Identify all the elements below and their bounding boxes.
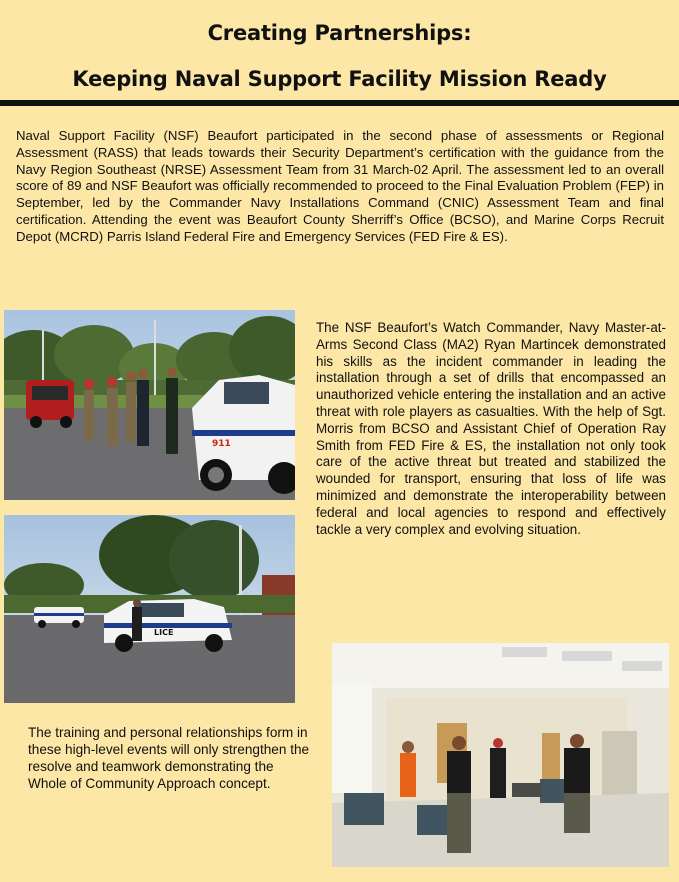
car-unit-number: 911 [212, 439, 231, 449]
headline-line-1: Creating Partnerships: [207, 21, 472, 45]
photo-parking-lot-drill [4, 310, 295, 500]
headline [0, 10, 679, 102]
car-door-text: LICE [154, 628, 174, 637]
closing-paragraph: The training and personal relationships form in these high-level events will only strengthen the resolve and teamwork demonstrating the Whole of Community Approach concept. [28, 725, 310, 791]
headline-line-2: Keeping Naval Support Facility Mission Ready [72, 67, 607, 91]
headline-divider [0, 100, 679, 106]
photo-indoor-drill [332, 643, 669, 867]
intro-paragraph: Naval Support Facility (NSF) Beaufort participated in the second phase of assessments or Regional Assessment (RASS) that leads towards their Security Department’s certification with the guidance from the Navy Region Southeast (NRSE) Assessment Team from 31 March-02 April. The assessment led to an overall score of 89 and NSF Beaufort was officially recommended to proceed to the Final Evaluation Problem (FEP) in September, led by the Commander Navy Installations Command (CNIC) Assessment Team and final certification. Attending the event was Beaufort County Sherriff’s Office (BCSO), and Marine Corps Recruit Depot (MCRD) Parris Island Federal Fire and Emergency Services (FED Fire & ES). [16, 128, 664, 244]
photo-street-patrol-cars [4, 515, 295, 703]
drill-description-paragraph: The NSF Beaufort’s Watch Commander, Navy Master-at-Arms Second Class (MA2) Ryan Martincek demonstrated his skills as the incident commander in leading the installation through a set of drills that encompassed an unauthorized vehicle entering the installation and an active threat with role players as casualties. With the help of Sgt. Morris from BCSO and Assistant Chief of Operation Ray Smith from FED Fire & ES, the installation not only took care of the active threat but treated and stabilized the wounded for transport, ensuring that loss of life was minimized and demonstrate the interoperability between federal and local agencies to respond and effectively tackle a very complex and evolving situation. [316, 320, 666, 537]
